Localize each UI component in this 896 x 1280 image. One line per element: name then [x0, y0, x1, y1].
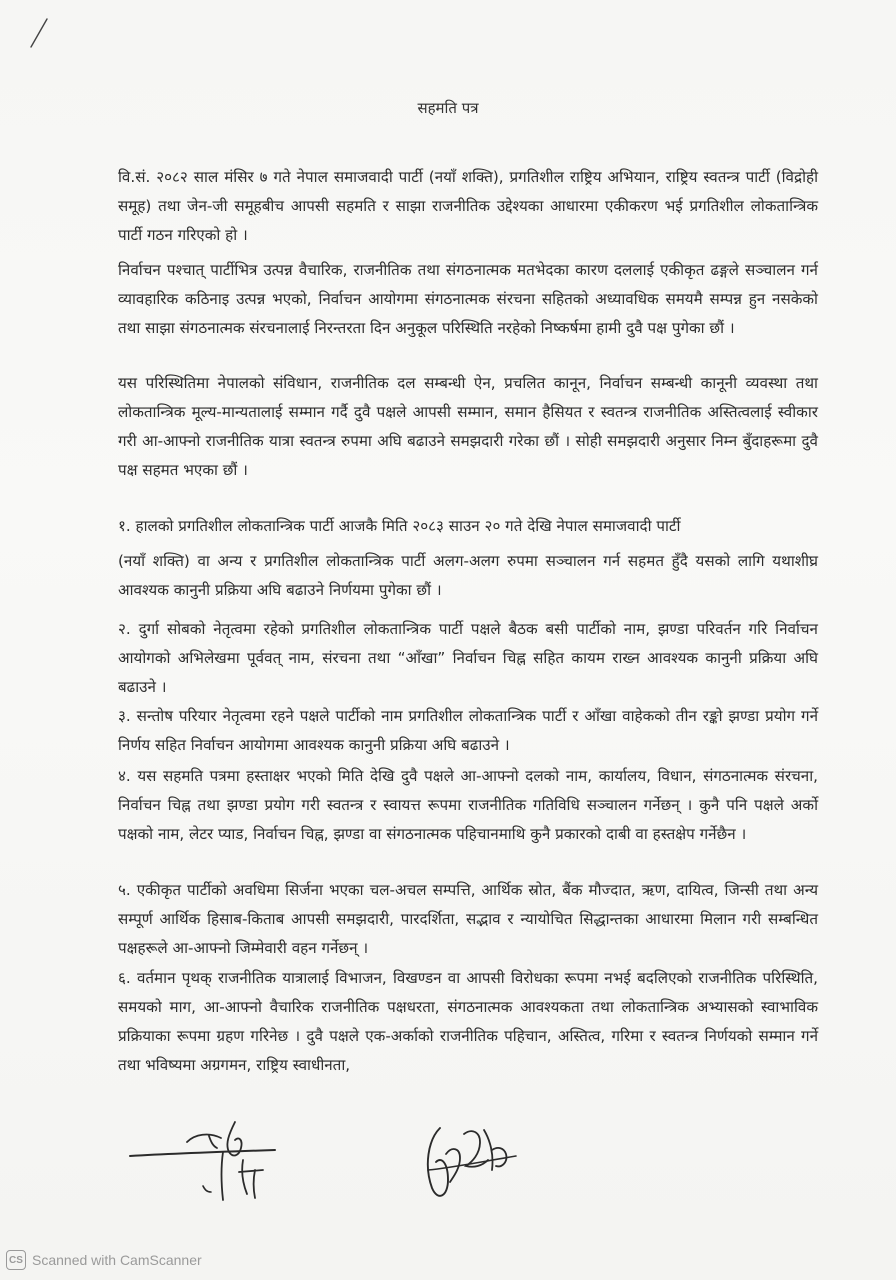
point-5: ५. एकीकृत पार्टीको अवधिमा सिर्जना भएका चल-अचल सम्पत्ति, आर्थिक स्रोत, बैंक मौज्दात, ऋण, दायित्व, जिन्सी तथा अन्य सम्पूर्ण आर्थिक हिसाब-किताब आपसी समझदारी, पारदर्शिता, सद्भाव र न्यायोचित सिद्धान्तका आधारमा मिलान गरी सम्बन्धित पक्षहरूले आ-आफ्नो जिम्मेवारी वहन गर्नेछन् । [118, 881, 818, 957]
point-1-continued: (नयाँ शक्ति) वा अन्य र प्रगतिशील लोकतान्त्रिक पार्टी अलग-अलग रुपमा सञ्चालन गर्न सहमत हुँदै यसको लागि यथाशीघ्र आवश्यक कानुनी प्रक्रिया अघि बढाउने निर्णयमा पुगेका छौं । [118, 552, 818, 599]
camscanner-logo-icon: CS [6, 1250, 26, 1270]
point-6: ६. वर्तमान पृथक् राजनीतिक यात्रालाई विभाजन, विखण्डन वा आपसी विरोधका रूपमा नभई बदलिएको राजनीतिक परिस्थिति, समयको माग, आ-आफ्नो वैचारिक राजनीतिक पक्षधरता, संगठनात्मक आवश्यकता तथा लोकतान्त्रिक अभ्यासको स्वाभाविक प्रक्रियाका रूपमा ग्रहण गरिनेछ । दुवै पक्षले एक-अर्काको राजनीतिक पहिचान, अस्तित्व, गरिमा र स्वतन्त्र निर्णयको सम्मान गर्ने तथा भविष्यमा अग्रगमन, राष्ट्रिय स्वाधीनता, [118, 969, 818, 1074]
point-1-line: १. हालको प्रगतिशील लोकतान्त्रिक पार्टी आजकै मिति २०८३ साउन २० गते देखि नेपाल समाजवादी पार्टी [118, 517, 681, 535]
point-2: २. दुर्गा सोबको नेतृत्वमा रहेको प्रगतिशील लोकतान्त्रिक पार्टी पक्षले बैठक बसी पार्टीको नाम, झण्डा परिवर्तन गरि निर्वाचन आयोगको अभिलेखमा पूर्ववत् नाम, संरचना तथा “आँखा” निर्वाचन चिह्न सहित कायम राख्न आवश्यक कानुनी प्रक्रिया अघि बढाउने । [118, 620, 818, 696]
signature-left [125, 1112, 280, 1212]
signature-right [420, 1110, 525, 1210]
point-4: ४. यस सहमति पत्रमा हस्ताक्षर भएको मिति देखि दुवै पक्षले आ-आफ्नो दलको नाम, कार्यालय, विधान, संगठनात्मक संरचना, निर्वाचन चिह्न तथा झण्डा प्रयोग गरी स्वतन्त्र र स्वायत्त रूपमा राजनीतिक गतिविधि सञ्चालन गर्नेछन् । कुनै पनि पक्षले अर्को पक्षको नाम, लेटर प्याड, निर्वाचन चिह्न, झण्डा वा संगठनात्मक पहिचानमाथि कुनै प्रकारको दाबी वा हस्तक्षेप गर्नेछैन । [118, 767, 818, 843]
point-3: ३. सन्तोष परियार नेतृत्वमा रहने पक्षले पार्टीको नाम प्रगतिशील लोकतान्त्रिक पार्टी र आँखा वाहेकको तीन रङ्को झण्डा प्रयोग गर्ने निर्णय सहित निर्वाचन आयोगमा आवश्यक कानुनी प्रक्रिया अघि बढाउने । [118, 707, 818, 754]
paragraph-intro: वि.सं. २०८२ साल मंसिर ७ गते नेपाल समाजवादी पार्टी (नयाँ शक्ति), प्रगतिशील राष्ट्रिय अभियान, राष्ट्रिय स्वतन्त्र पार्टी (विद्रोही समूह) तथा जेन-जी समूहबीच आपसी सहमति र साझा राजनीतिक उद्देश्यका आधारमा एकीकरण भई प्रगतिशील लोकतान्त्रिक पार्टी गठन गरिएको हो । [118, 168, 818, 244]
camscanner-watermark [6, 1250, 202, 1270]
pen-mark [28, 16, 50, 50]
document-title: सहमति पत्र [417, 99, 479, 117]
paragraph-agreement: यस परिस्थितिमा नेपालको संविधान, राजनीतिक दल सम्बन्धी ऐन, प्रचलित कानून, निर्वाचन सम्बन्धी कानूनी व्यवस्था तथा लोकतान्त्रिक मूल्य-मान्यतालाई सम्मान गर्दै दुवै पक्षले आपसी सम्मान, समान हैसियत र स्वतन्त्र राजनीतिक अस्तित्वलाई स्वीकार गरी आ-आफ्नो राजनीतिक यात्रा स्वतन्त्र रुपमा अघि बढाउने समझदारी गरेका छौं । सोही समझदारी अनुसार निम्न बुँदाहरूमा दुवै पक्ष सहमत भएका छौं । [118, 374, 818, 479]
paragraph-context: निर्वाचन पश्चात् पार्टीभित्र उत्पन्न वैचारिक, राजनीतिक तथा संगठनात्मक मतभेदका कारण दललाई एकीकृत ढङ्गले सञ्चालन गर्न व्यावहारिक कठिनाइ उत्पन्न भएको, निर्वाचन आयोगमा संगठनात्मक संरचना सहितको अध्यावधिक समयमै सम्पन्न हुन नसकेको तथा साझा संगठनात्मक संरचनालाई निरन्तरता दिन अनुकूल परिस्थिति नरहेको निष्कर्षमा हामी दुवै पक्ष पुगेका छौं । [118, 261, 818, 337]
watermark-label: Scanned with CamScanner [32, 1252, 202, 1268]
